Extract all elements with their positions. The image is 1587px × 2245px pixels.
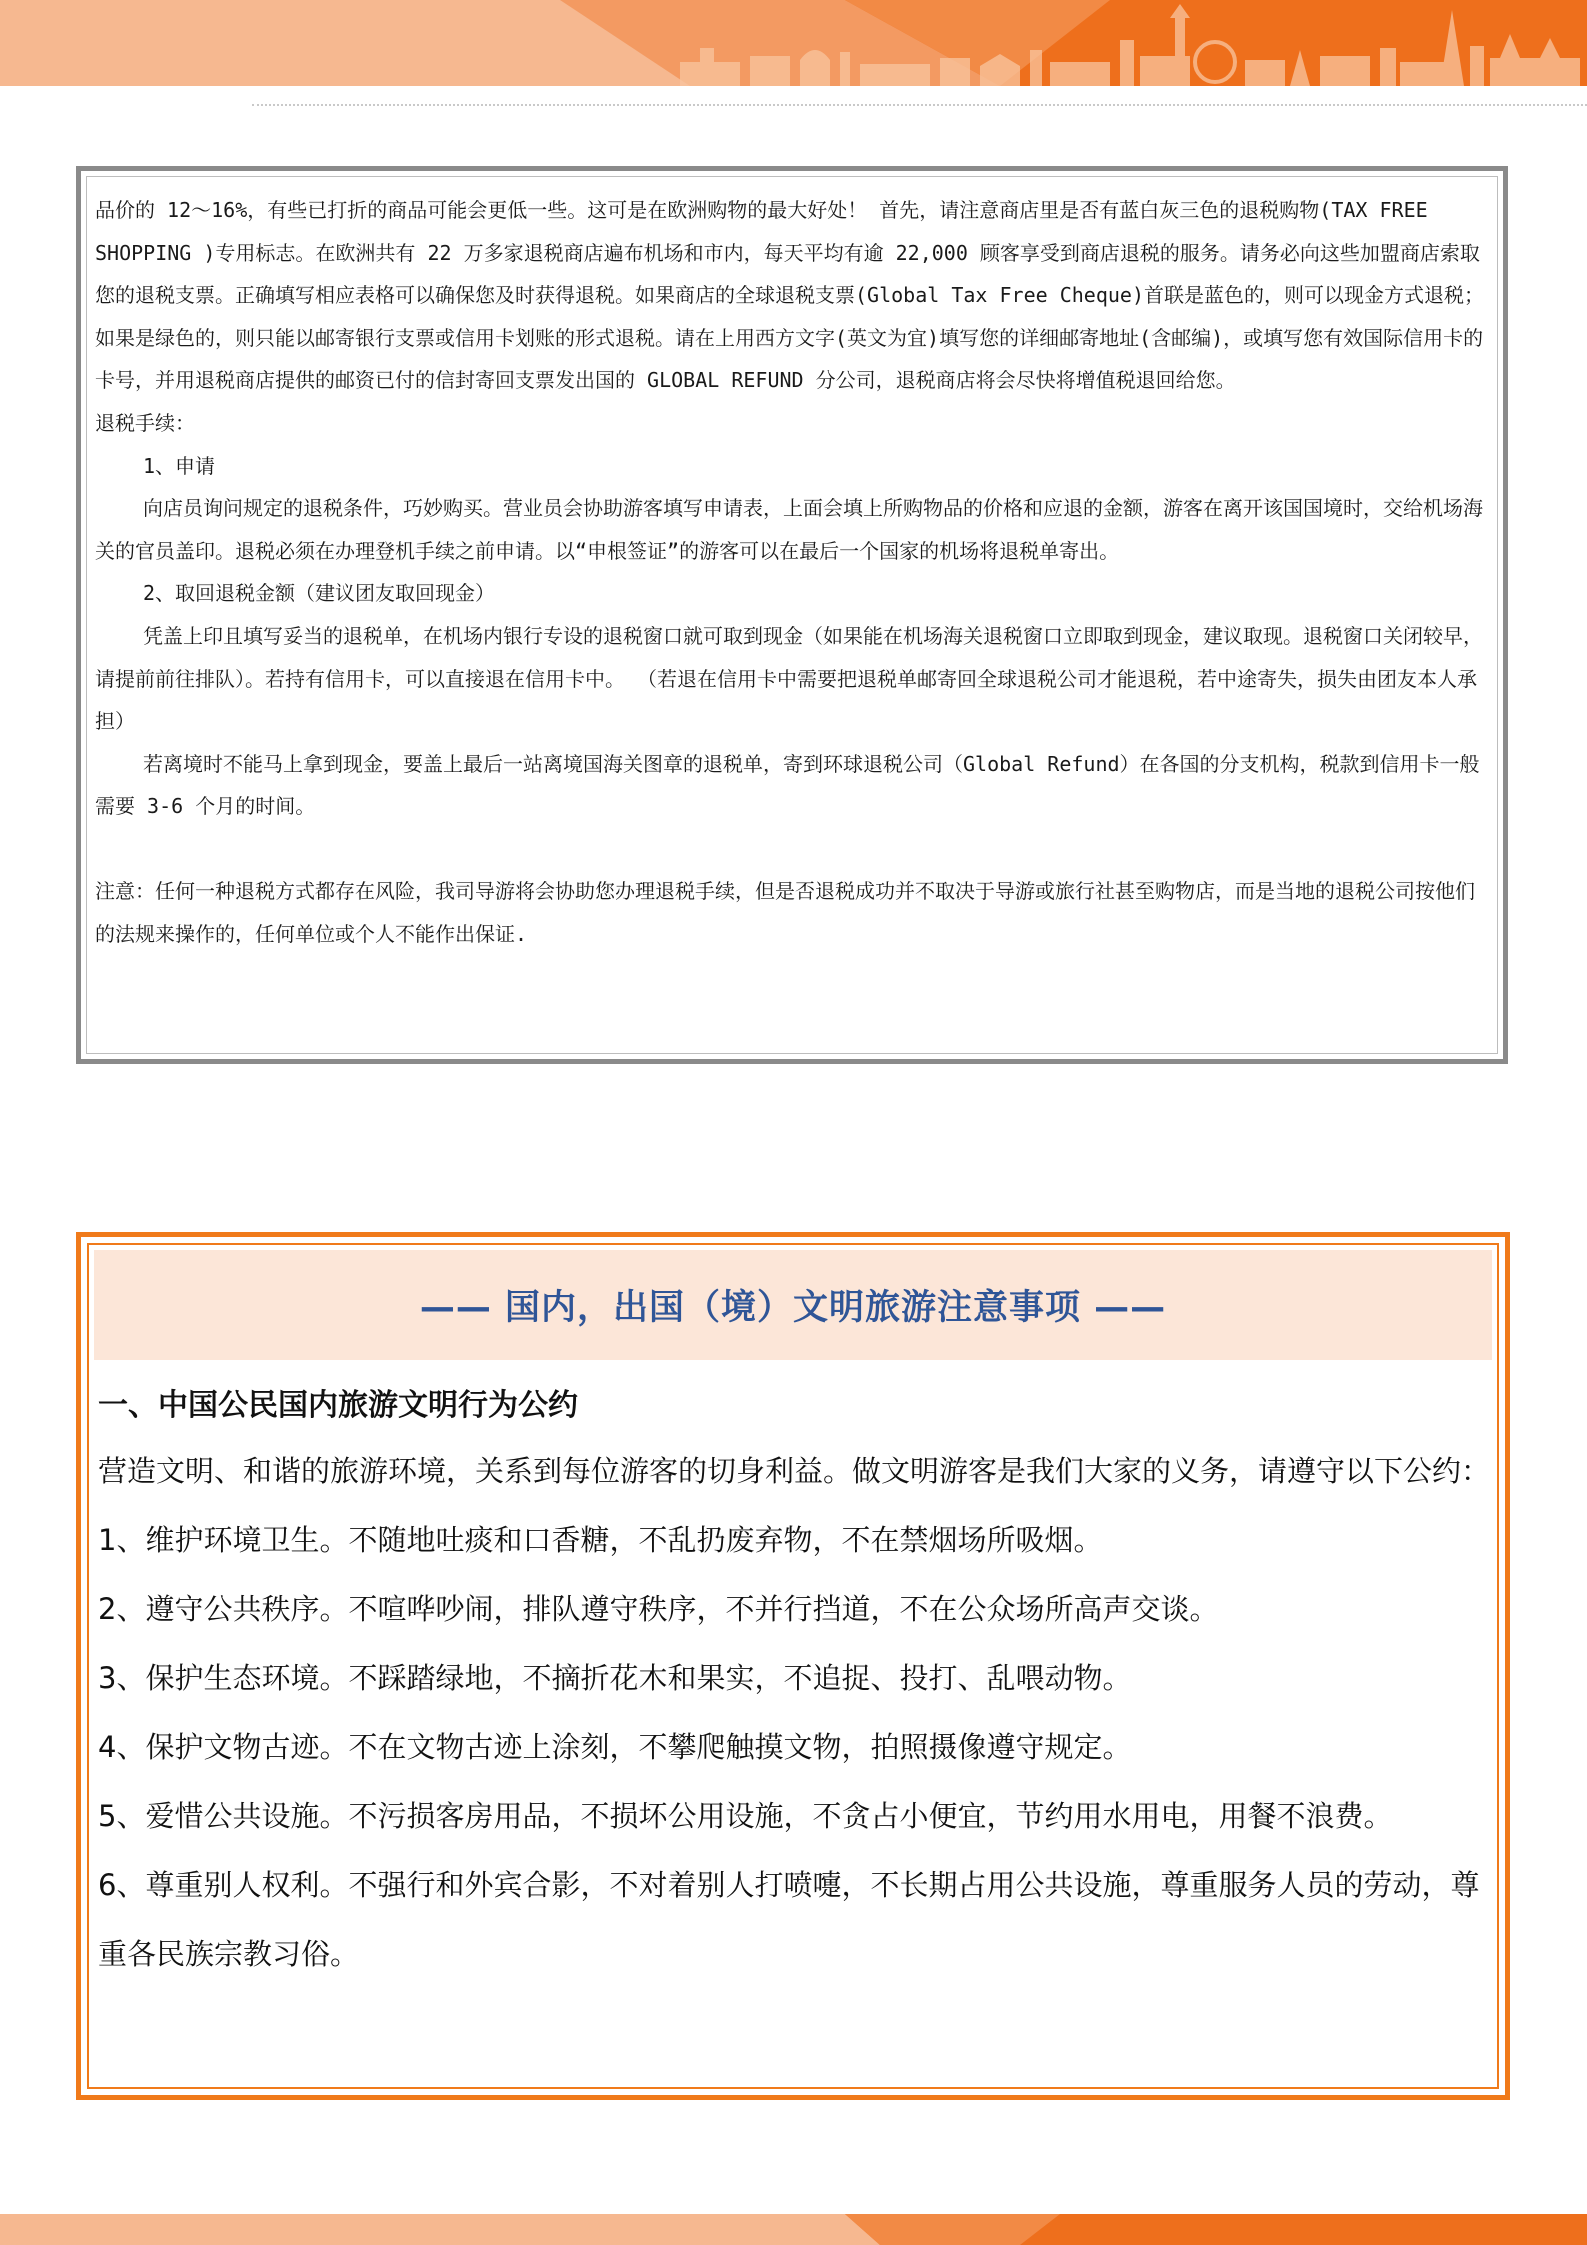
step1-text: 向店员询问规定的退税条件，巧妙购买。营业员会协助游客填写申请表，上面会填上所购物品的价格和应退的金额，游客在离开该国国境时，交给机场海关的官员盖印。退税必须在办理登机手续之前申请。以“申根签证”的游客可以在最后一个国家的机场将退税单寄出。 bbox=[95, 496, 1483, 563]
step2-text-b: 若离境时不能马上拿到现金，要盖上最后一站离境国海关图章的退税单，寄到环球退税公司（Global Refund）在各国的分支机构，税款到信用卡一般需要 3-6 个月的时间。 bbox=[95, 751, 1480, 819]
tax-refund-notice: 注意：任何一种退税方式都存在风险，我司导游将会协助您办理退税手续，但是否退税成功并不取决于导游或旅行社甚至购物店，而是当地的退税公司按他们的法规来操作的，任何单位或个人不能作出保证. bbox=[95, 878, 1475, 946]
section-heading: 一、中国公民国内旅游文明行为公约 bbox=[98, 1388, 578, 1423]
civilized-travel-title: —— 国内，出国（境）文明旅游注意事项 —— bbox=[94, 1250, 1492, 1360]
rule-item: 2、遵守公共秩序。不喧哗吵闹，排队遵守秩序，不并行挡道，不在公众场所高声交谈。 bbox=[98, 1592, 1219, 1626]
tax-refund-procedure-label: 退税手续： bbox=[95, 410, 195, 435]
rule-item: 5、爱惜公共设施。不污损客房用品，不损坏公用设施，不贪占小便宜，节约用水用电，用餐不浪费。 bbox=[98, 1799, 1393, 1833]
rule-item: 1、维护环境卫生。不随地吐痰和口香糖，不乱扔废弃物，不在禁烟场所吸烟。 bbox=[98, 1523, 1103, 1557]
spacer bbox=[95, 828, 1489, 870]
step2-text-a: 凭盖上印且填写妥当的退税单，在机场内银行专设的退税窗口就可取到现金（如果能在机场海关退税窗口立即取到现金，建议取现。退税窗口关闭较早，请提前前往排队）。若持有信用卡，可以直接退在信用卡中。 （若退在信用卡中需要把退税单邮寄回全球退税公司才能退税，若中途寄失，损失由团友本人承担） bbox=[95, 623, 1483, 734]
header-banner bbox=[0, 0, 1587, 86]
step1-title: 1、申请 bbox=[143, 453, 216, 478]
rule-item: 6、尊重别人权利。不强行和外宾合影，不对着别人打喷嚏，不长期占用公共设施，尊重服务人员的劳动，尊重各民族宗教习俗。 bbox=[98, 1868, 1480, 1971]
tax-refund-box bbox=[76, 166, 1508, 1064]
rule-item: 3、保护生态环境。不踩踏绿地，不摘折花木和果实，不追捉、投打、乱喂动物。 bbox=[98, 1661, 1132, 1695]
rule-item: 4、保护文物古迹。不在文物古迹上涂刻，不攀爬触摸文物，拍照摄像遵守规定。 bbox=[98, 1730, 1132, 1764]
section-intro: 营造文明、和谐的旅游环境，关系到每位游客的切身利益。做文明游客是我们大家的义务，请遵守以下公约： bbox=[98, 1454, 1491, 1488]
header-divider bbox=[252, 104, 1587, 106]
civilized-travel-box bbox=[76, 1232, 1510, 2100]
step2-title: 2、取回退税金额（建议团友取回现金） bbox=[143, 581, 496, 606]
footer-banner bbox=[0, 2214, 1587, 2245]
civilized-travel-content bbox=[98, 1377, 1491, 1989]
tax-refund-intro: 品价的 12～16%，有些已打折的商品可能会更低一些。这可是在欧洲购物的最大好处！ 首先，请注意商店里是否有蓝白灰三色的退税购物(TAX FREE SHOPPING )专用标志。在欧洲共有 22 万多家退税商店遍布机场和市内，每天平均有逾 22,000 顾客享受到商店退税的服务。请务必向这些加盟商店索取您的退税支票。正确填写相应表格可以确保您及时获得退税。如果商店的全球退税支票(Global Tax Free Cheque)首联是蓝色的，则可以现金方式退税； 如果是绿色的，则只能以邮寄银行支票或信用卡划账的形式退税。请在上用西方文字(英文为宜)填写您的详细邮寄地址(含邮编)，或填写您有效国际信用卡的卡号，并用退税商店提供的邮资已付的信封寄回支票发出国的 GLOBAL REFUND 分公司，退税商店将会尽快将增值税退回给您。 bbox=[95, 198, 1484, 393]
tax-refund-content bbox=[95, 189, 1489, 955]
